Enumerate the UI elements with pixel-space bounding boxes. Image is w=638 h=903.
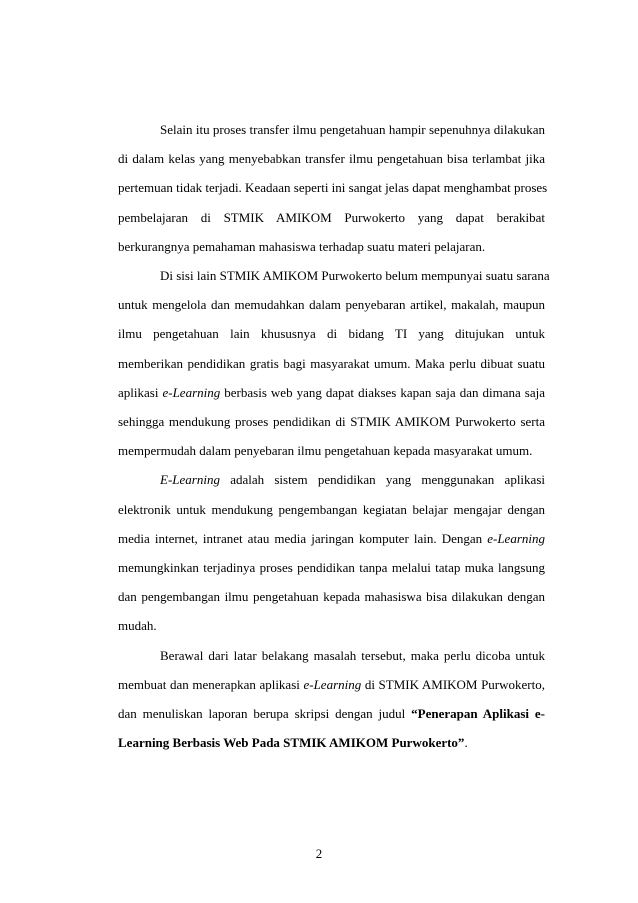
text-line (118, 356, 545, 372)
bold-title: Learning Berbasis Web Pada STMIK AMIKOM Purwokerto” (118, 735, 465, 751)
text-run: pembelajaran di STMIK AMIKOM Purwokerto yang dapat berakibat (118, 209, 545, 225)
text-line (118, 735, 545, 751)
italic-term: e-Learning (303, 676, 362, 692)
text-run: dan pengembangan ilmu pengetahuan kepada mahasiswa bisa dilakukan dengan (118, 589, 545, 605)
text-run: Berawal dari latar belakang masalah tersebut, maka perlu dicoba untuk (160, 647, 545, 663)
text-run: memberikan pendidikan gratis bagi masyarakat umum. Maka perlu dibuat suatu (118, 355, 545, 371)
bold-title: “Penerapan Aplikasi e- (411, 706, 545, 721)
text-line (118, 618, 545, 634)
text-line (118, 180, 548, 196)
text-run: di STMIK AMIKOM Purwokerto, (361, 676, 545, 692)
text-run: berbasis web yang dapat diakses kapan saja dan dimana saja (220, 384, 545, 400)
text-line (118, 502, 545, 518)
text-run: Di sisi lain STMIK AMIKOM Purwokerto belum mempunyai suatu sarana (160, 268, 550, 283)
text-run: mudah. (118, 618, 157, 634)
text-run: untuk mengelola dan memudahkan dalam penyebaran artikel, makalah, maupun (118, 297, 545, 313)
text-line (160, 122, 545, 138)
text-line (118, 706, 545, 722)
text-run: sehingga mendukung proses pendidikan di STMIK AMIKOM Purwokerto serta (118, 414, 545, 429)
text-line (118, 239, 545, 255)
text-line (118, 443, 545, 459)
text-run: . (464, 735, 468, 751)
text-line (118, 326, 545, 342)
text-run: adalah sistem pendidikan yang menggunakan aplikasi (219, 472, 545, 488)
text-line (118, 589, 545, 605)
text-line (118, 677, 545, 693)
text-run: media internet, intranet atau media jaringan komputer lain. Dengan (118, 530, 488, 546)
text-line (160, 472, 545, 488)
text-run: memungkinkan terjadinya proses pendidikan tanpa melalui tatap muka langsung (118, 560, 545, 575)
text-run: aplikasi (118, 384, 163, 400)
italic-term: e-Learning (487, 530, 545, 546)
text-line (118, 210, 545, 226)
text-line (118, 560, 545, 576)
text-run: berkurangnya pemahaman mahasiswa terhadap suatu materi pelajaran. (118, 238, 486, 254)
text-run: ilmu pengetahuan lain khususnya di bidang TI yang ditujukan untuk (118, 326, 545, 342)
text-run: membuat dan menerapkan aplikasi (118, 676, 304, 692)
text-run: dan menuliskan laporan berupa skripsi dengan judul (118, 706, 412, 721)
text-line (160, 648, 545, 664)
italic-term: e-Learning (162, 384, 221, 400)
text-run: di dalam kelas yang menyebabkan transfer ilmu pengetahuan bisa terlambat jika (118, 151, 545, 167)
text-run: mempermudah dalam penyebaran ilmu pengetahuan kepada masyarakat umum. (118, 443, 533, 459)
text-line (118, 414, 545, 430)
text-run: pertemuan tidak terjadi. Keadaan seperti ini sangat jelas dapat menghambat proses (118, 180, 548, 196)
italic-term: E-Learning (160, 472, 220, 488)
text-line (118, 297, 545, 313)
text-run: Selain itu proses transfer ilmu pengetahuan hampir sepenuhnya dilakukan (160, 122, 545, 137)
text-line (160, 268, 550, 284)
text-line (118, 151, 545, 167)
text-line (118, 531, 545, 547)
page-number: 2 (315, 846, 323, 861)
text-run: elektronik untuk mendukung pengembangan kegiatan belajar mengajar dengan (118, 501, 545, 517)
text-line (118, 385, 545, 401)
